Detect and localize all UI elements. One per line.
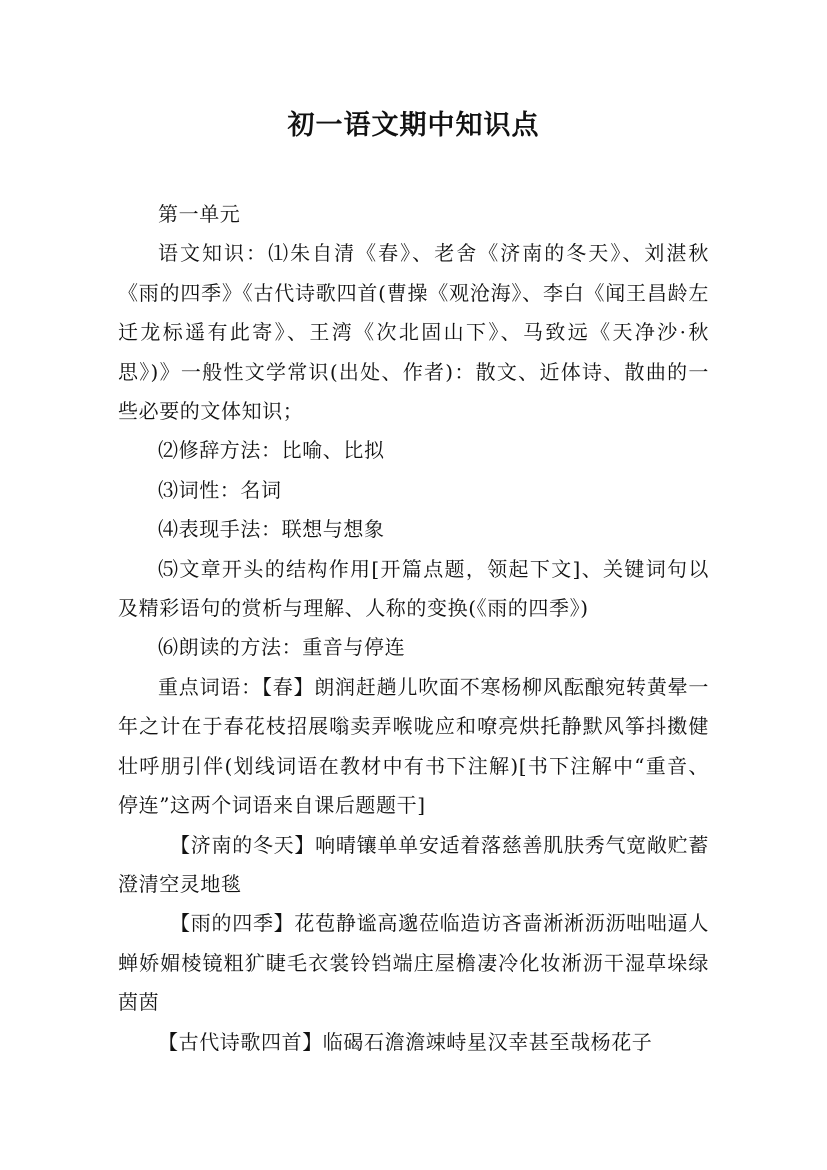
paragraph: 【雨的四季】花苞静谧高邈莅临造访吝啬淅淅沥沥咄咄逼人蝉娇媚棱镜粗犷睫毛衣裳铃铛端庄屋檐凄冷化妆淅沥干湿草垛绿茵茵 xyxy=(118,911,709,1015)
document-body xyxy=(118,195,709,1062)
paragraph: ⑷表现手法：联想与想象 xyxy=(158,517,385,542)
paragraph: 语文知识：⑴朱自清《春》、老舍《济南的冬天》、刘湛秋《雨的四季》《古代诗歌四首(曹操《观沧海》、李白《闻王昌龄左迁龙标遥有此寄》、王湾《次北固山下》、马致远《天净沙·秋思》)》一般性文学常识(出处、作者)：散文、近体诗、散曲的一些必要的文体知识； xyxy=(118,241,709,424)
paragraph: 【古代诗歌四首】临碣石澹澹竦峙星汉幸甚至哉杨花子 xyxy=(158,1029,653,1054)
paragraph: 【济南的冬天】响晴镶单单安适着落慈善肌肤秀气宽敞贮蓄澄清空灵地毯 xyxy=(118,832,709,896)
page-title: 初一语文期中知识点 xyxy=(287,110,540,141)
section-heading: 第一单元 xyxy=(158,202,241,226)
paragraph: ⑶词性：名词 xyxy=(158,477,282,502)
paragraph: ⑸文章开头的结构作用[开篇点题，领起下文]、关键词句以及精彩语句的赏析与理解、人称的变换(《雨的四季》) xyxy=(118,556,709,621)
paragraph: 重点词语：【春】朗润赶趟儿吹面不寒杨柳风酝酿宛转黄晕一年之计在于春花枝招展嗡卖弄喉咙应和嘹亮烘托静默风筝抖擞健壮呼朋引伴(划线词语在教材中有书下注解)[书下注解中“重音、停连”这两个词语来自课后题题干] xyxy=(118,674,709,818)
paragraph: ⑵修辞方法：比喻、比拟 xyxy=(158,438,385,463)
paragraph: ⑹朗读的方法：重音与停连 xyxy=(158,635,406,660)
